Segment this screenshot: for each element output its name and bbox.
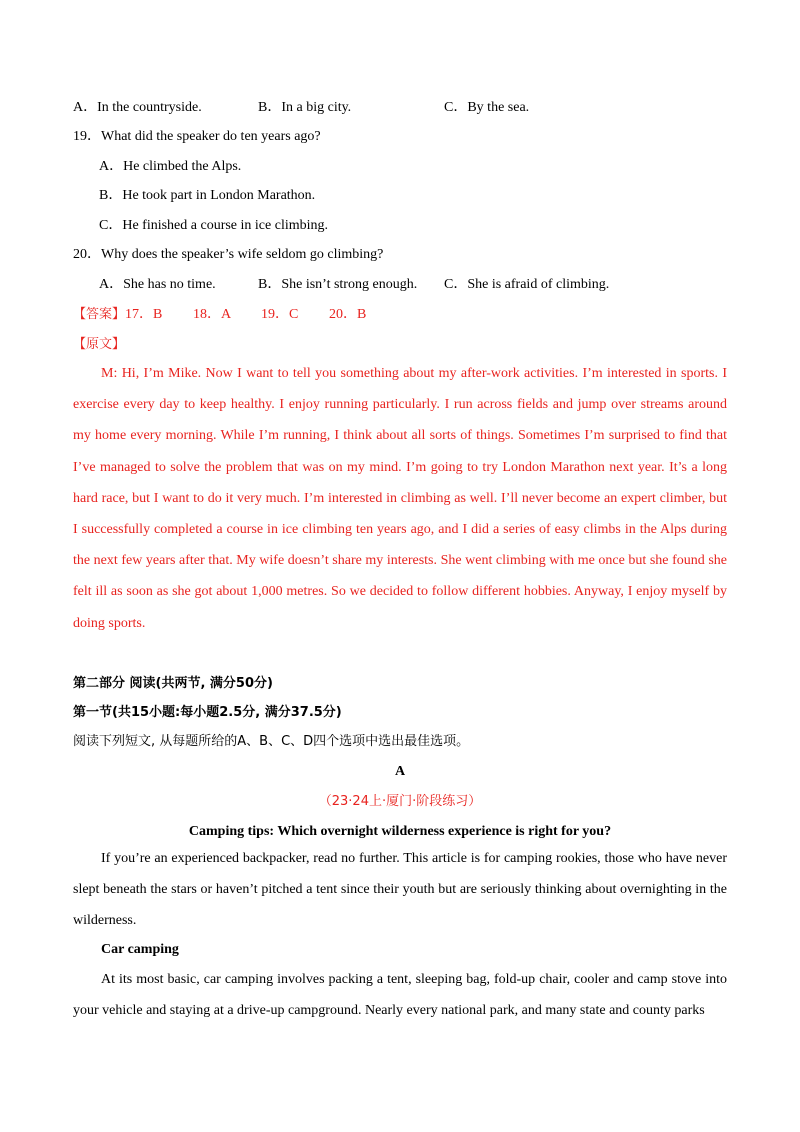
answer-18: 18．A xyxy=(193,307,232,322)
answer-line xyxy=(73,305,366,325)
passage-source: （23·24上·厦门·阶段练习） xyxy=(318,794,482,809)
answer-label: 【答案】 xyxy=(73,307,126,322)
passage-subheading: Car camping xyxy=(101,942,179,957)
q20-options xyxy=(99,275,609,295)
passage-paragraph-2: At its most basic, car camping involves packing a tent, sleeping bag, fold-up chair, cooler and camp stove into your vehicle and staying at a drive-up campground. Nearly every national park, and many state and county parks xyxy=(73,972,727,1019)
passage-paragraph-1: If you’re an experienced backpacker, read no further. This article is for camping rookies, those who have never slept beneath the stars or haven’t pitched a tent since their youth but are seriously thinking about overnighting in the wilderness. xyxy=(73,851,727,929)
reading-instruction: 阅读下列短文, 从每题所给的A、B、C、D四个选项中选出最佳选项。 xyxy=(73,734,470,749)
q19-option-c: C．He finished a course in ice climbing. xyxy=(99,218,328,233)
q20-stem: 20．Why does the speaker’s wife seldom go climbing? xyxy=(73,247,384,262)
answer-17: 17．B xyxy=(125,307,163,322)
transcript-text: M: Hi, I’m Mike. Now I want to tell you something about my after-work activities. I’m interested in sports. I exercise every day to keep healthy. I enjoy running particularly. I run across fields and jump over streams around my home every morning. While I’m running, I think about all sorts of things. Sometimes I’m surprised to find that I’ve managed to solve the problem that was on my mind. I’m going to try London Marathon next year. It’s a long hard race, but I want to do it very much. I’m interested in climbing as well. I’ll never become an expert climber, but I successfully completed a course in ice climbing ten years ago, and I did a series of easy climbs in the Alps during the next few years after that. My wife doesn’t share my interests. She went climbing with me once but she found she felt ill as soon as she got about 1,000 metres. So we decided to follow different hobbies. Anyway, I enjoy myself by doing sports. xyxy=(73,366,727,631)
section1-title: 第一节(共15小题:每小题2.5分, 满分37.5分) xyxy=(73,705,342,720)
q19-stem: 19．What did the speaker do ten years ago? xyxy=(73,129,321,144)
q18-option-b: B．In a big city. xyxy=(258,100,352,115)
q20-option-a: A．She has no time. xyxy=(99,277,216,292)
q18-option-a: A．In the countryside. xyxy=(73,100,202,115)
passage-title: Camping tips: Which overnight wilderness experience is right for you? xyxy=(188,824,612,839)
q18-options xyxy=(73,98,529,118)
transcript-label: 【原文】 xyxy=(73,337,126,352)
part2-title: 第二部分 阅读(共两节, 满分50分) xyxy=(73,676,273,691)
q19-option-b: B．He took part in London Marathon. xyxy=(99,188,316,203)
q18-option-c: C．By the sea. xyxy=(444,100,530,115)
q19-option-a: A．He climbed the Alps. xyxy=(99,159,242,174)
q20-option-c: C．She is afraid of climbing. xyxy=(444,277,610,292)
q20-option-b: B．She isn’t strong enough. xyxy=(258,277,418,292)
passage-letter: A xyxy=(394,764,406,779)
answer-19: 19．C xyxy=(261,307,299,322)
answer-20: 20．B xyxy=(329,307,367,322)
